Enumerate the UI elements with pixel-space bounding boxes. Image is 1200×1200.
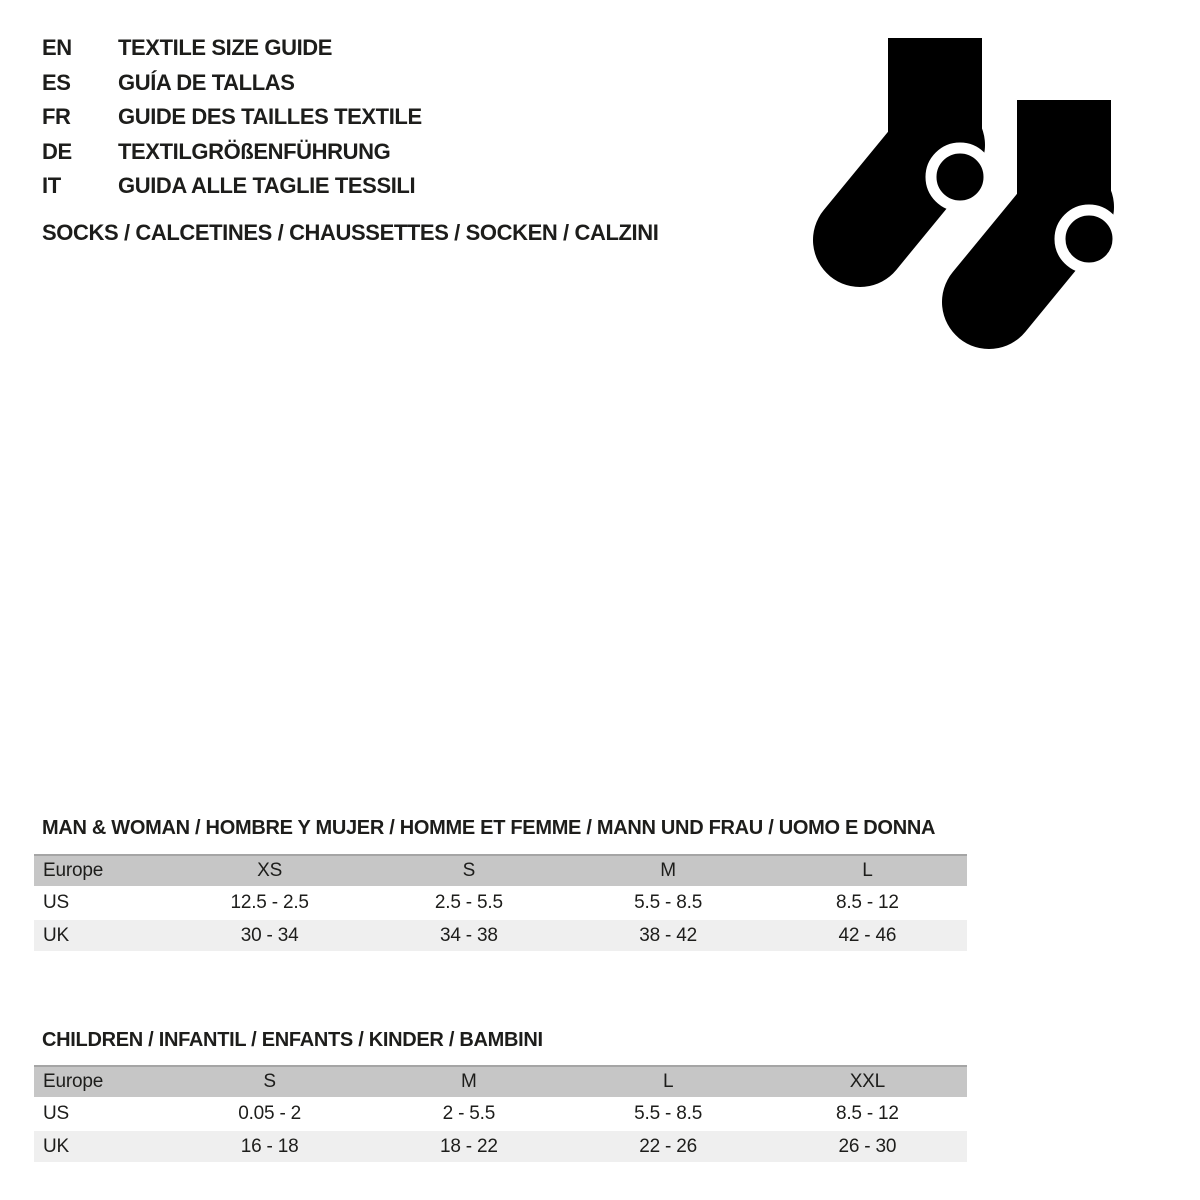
cell-us-s: 0.05 - 2 <box>238 1103 302 1124</box>
row-label-uk: UK <box>43 924 69 946</box>
lang-code-it: IT <box>42 173 61 199</box>
row-label-us: US <box>43 1103 69 1124</box>
table-row-us <box>34 886 967 920</box>
cell-us-l: 5.5 - 8.5 <box>634 1103 703 1124</box>
cell-us-s: 2.5 - 5.5 <box>434 892 503 913</box>
table-header-row <box>34 1065 967 1097</box>
socks-icon <box>780 10 1140 360</box>
language-guide <box>42 31 422 204</box>
header-cell-size-l: L <box>862 860 873 881</box>
row-label-us: US <box>43 892 69 913</box>
lang-row-it <box>42 169 422 204</box>
table-row-uk <box>34 1131 967 1162</box>
cell-uk-m: 18 - 22 <box>439 1135 498 1157</box>
cell-uk-xs: 30 - 34 <box>240 924 299 946</box>
header-cell-size-l: L <box>662 1071 674 1092</box>
cell-us-l: 8.5 - 12 <box>835 892 899 913</box>
lang-label-it: GUIDA ALLE TAGLIE TESSILI <box>118 173 416 199</box>
lang-code-fr: FR <box>42 104 71 130</box>
cell-uk-m: 38 - 42 <box>639 924 697 946</box>
header-cell-size-s: S <box>462 860 476 881</box>
table-title-man-woman: MAN & WOMAN / HOMBRE Y MUJER / HOMME ET FEMME / MANN UND FRAU / UOMO E DONNA <box>42 817 936 839</box>
lang-code-en: EN <box>42 35 72 61</box>
row-label-uk: UK <box>43 1135 69 1157</box>
cell-uk-l: 42 - 46 <box>838 924 897 946</box>
cell-us-m: 5.5 - 8.5 <box>634 892 703 913</box>
lang-row-es <box>42 66 422 101</box>
header-cell-region: Europe <box>43 860 104 881</box>
table-title-children: CHILDREN / INFANTIL / ENFANTS / KINDER / BAMBINI <box>42 1029 543 1051</box>
lang-row-de <box>42 135 422 170</box>
size-table-man-woman <box>34 816 967 951</box>
lang-label-fr: GUIDE DES TAILLES TEXTILE <box>118 104 422 130</box>
cell-us-xxl: 8.5 - 12 <box>835 1103 899 1124</box>
cell-uk-s: 16 - 18 <box>240 1135 299 1157</box>
header-cell-size-xs: XS <box>257 860 283 881</box>
size-table-children <box>34 1028 967 1162</box>
lang-label-es: GUÍA DE TALLAS <box>118 69 295 95</box>
lang-code-es: ES <box>42 69 71 95</box>
lang-label-en: TEXTILE SIZE GUIDE <box>118 35 333 61</box>
header-cell-size-s: S <box>263 1071 276 1092</box>
lang-label-de: TEXTILGRÖßENFÜHRUNG <box>118 138 391 164</box>
header-cell-size-m: M <box>461 1071 477 1092</box>
cell-uk-xxl: 26 - 30 <box>838 1135 897 1157</box>
cell-uk-l: 22 - 26 <box>639 1135 697 1157</box>
table-row-us <box>34 1097 967 1131</box>
lang-row-en <box>42 31 422 66</box>
table-row-uk <box>34 920 967 951</box>
table-header-row <box>34 854 967 886</box>
cell-us-m: 2 - 5.5 <box>442 1103 496 1124</box>
category-line: SOCKS / CALCETINES / CHAUSSETTES / SOCKEN / CALZINI <box>42 220 659 245</box>
header-cell-size-xxl: XXL <box>849 1071 886 1092</box>
header-cell-region: Europe <box>43 1071 104 1092</box>
cell-uk-s: 34 - 38 <box>439 924 498 946</box>
lang-row-fr <box>42 100 422 135</box>
table-children <box>34 1065 967 1162</box>
table-man-woman <box>34 854 967 951</box>
lang-code-de: DE <box>42 138 72 164</box>
cell-us-xs: 12.5 - 2.5 <box>230 892 309 913</box>
header-cell-size-m: M <box>660 860 676 881</box>
